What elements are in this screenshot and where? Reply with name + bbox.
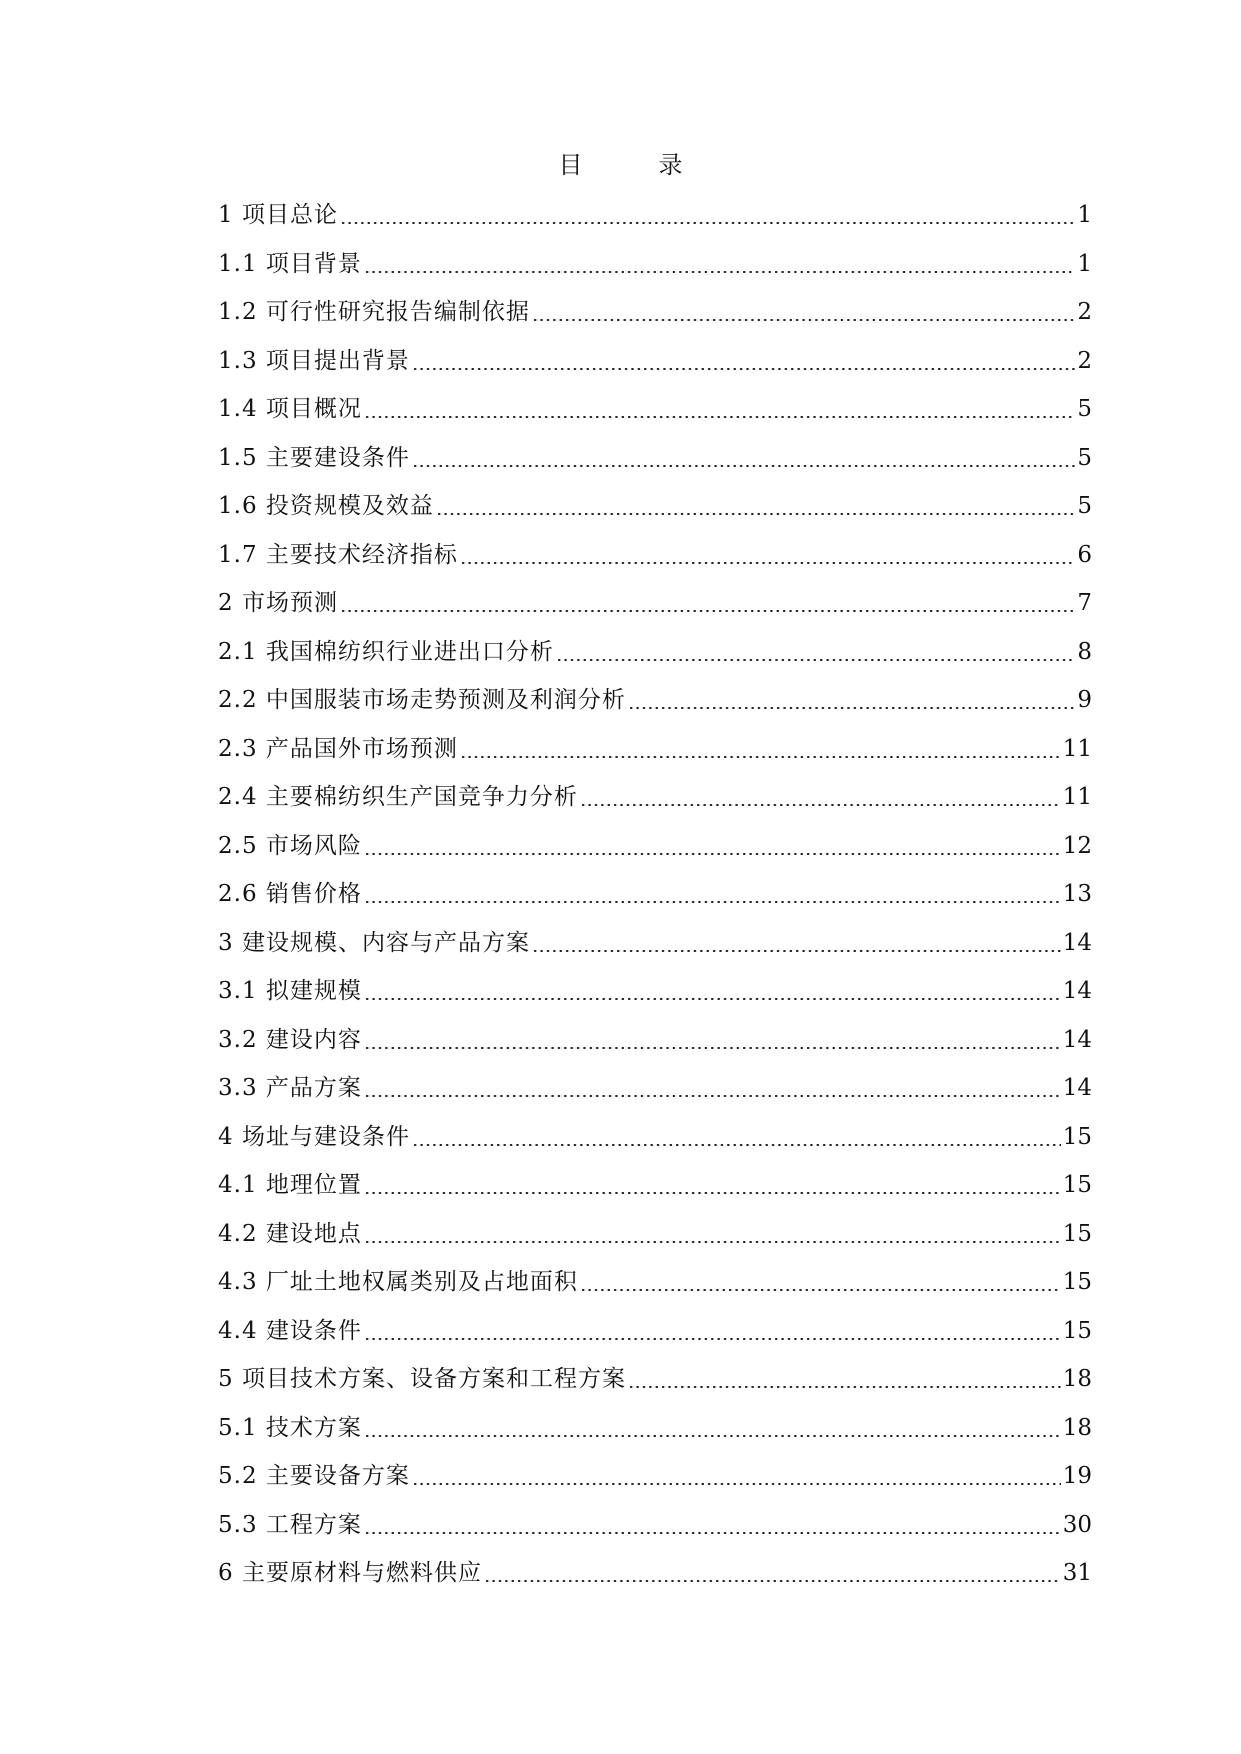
toc-dot-leader [364, 1241, 1061, 1243]
toc-page-number: 5 [1077, 444, 1092, 471]
toc-dot-leader [364, 1047, 1061, 1049]
toc-page-number: 2 [1077, 299, 1092, 325]
toc-entry-label: 1.3 项目提出背景 [218, 347, 410, 374]
toc-dot-leader [364, 416, 1075, 418]
toc-page-number: 15 [1062, 1269, 1092, 1295]
toc-entry[interactable] [218, 632, 1092, 681]
toc-dot-leader [556, 659, 1075, 661]
toc-page-number: 14 [1062, 1075, 1092, 1101]
toc-dot-leader [412, 465, 1075, 467]
toc-page-number: 2 [1077, 347, 1092, 374]
toc-entry-label: 1.7 主要技术经济指标 [218, 541, 458, 568]
toc-dot-leader [340, 610, 1075, 612]
toc-dot-leader [460, 562, 1075, 564]
toc-entry-label: 3.3 产品方案 [218, 1075, 362, 1101]
toc-page-number: 15 [1062, 1123, 1092, 1150]
toc-page-number: 1 [1077, 202, 1092, 228]
toc-entry[interactable] [218, 971, 1092, 1020]
toc-entry-label: 1.1 项目背景 [218, 250, 362, 277]
toc-entry[interactable] [218, 1068, 1092, 1117]
toc-page-number: 1 [1077, 250, 1092, 277]
toc-entry-label: 1.2 可行性研究报告编制依据 [218, 299, 530, 325]
toc-entry-label: 2.6 销售价格 [218, 881, 362, 907]
toc-entry[interactable] [218, 777, 1092, 826]
toc-entry[interactable] [218, 1311, 1092, 1360]
toc-page-number: 18 [1062, 1414, 1092, 1441]
toc-entry[interactable] [218, 874, 1092, 923]
toc-entry[interactable] [218, 341, 1092, 390]
toc-dot-leader [364, 853, 1061, 855]
toc-dot-leader [364, 1192, 1061, 1194]
toc-dot-leader [364, 1338, 1061, 1340]
toc-entry[interactable] [218, 244, 1092, 293]
toc-dot-leader [628, 707, 1075, 709]
toc-entry-label: 2.3 产品国外市场预测 [218, 735, 458, 762]
toc-page-number: 15 [1062, 1172, 1092, 1198]
toc-entry-label: 2.2 中国服装市场走势预测及利润分析 [218, 687, 626, 713]
table-of-contents [218, 195, 1092, 1602]
toc-dot-leader [364, 1095, 1061, 1097]
toc-page-number: 18 [1062, 1366, 1092, 1392]
toc-dot-leader [532, 319, 1075, 321]
toc-page-number: 12 [1062, 832, 1092, 859]
toc-entry[interactable] [218, 826, 1092, 875]
toc-entry-label: 5.3 工程方案 [218, 1511, 362, 1538]
toc-dot-leader [364, 1532, 1061, 1534]
toc-entry-label: 1.4 项目概况 [218, 396, 362, 422]
toc-page-number: 14 [1062, 1026, 1092, 1053]
toc-entry-label: 4 场址与建设条件 [218, 1123, 410, 1150]
toc-dot-leader [412, 1483, 1061, 1485]
toc-entry[interactable] [218, 438, 1092, 487]
toc-page-number: 7 [1077, 590, 1092, 616]
toc-page-number: 5 [1077, 396, 1092, 422]
toc-page-number: 11 [1062, 784, 1092, 810]
toc-title: 目 录 [558, 151, 709, 179]
toc-entry-label: 1.6 投资规模及效益 [218, 493, 434, 519]
toc-entry[interactable] [218, 292, 1092, 341]
toc-page-number: 30 [1062, 1511, 1092, 1538]
toc-entry[interactable] [218, 1359, 1092, 1408]
toc-entry[interactable] [218, 389, 1092, 438]
toc-entry[interactable] [218, 1553, 1092, 1602]
toc-dot-leader [580, 804, 1061, 806]
toc-entry-label: 1 项目总论 [218, 202, 338, 228]
toc-entry[interactable] [218, 1214, 1092, 1263]
toc-dot-leader [532, 950, 1061, 952]
toc-entry[interactable] [218, 923, 1092, 972]
toc-page-number: 15 [1062, 1220, 1092, 1247]
toc-dot-leader [340, 222, 1075, 224]
toc-entry[interactable] [218, 486, 1092, 535]
toc-dot-leader [412, 1144, 1061, 1146]
toc-entry-label: 3.1 拟建规模 [218, 978, 362, 1004]
toc-dot-leader [364, 271, 1075, 273]
toc-entry-label: 4.2 建设地点 [218, 1220, 362, 1247]
toc-entry[interactable] [218, 729, 1092, 778]
toc-entry-label: 4.4 建设条件 [218, 1317, 362, 1344]
toc-entry-label: 2.5 市场风险 [218, 832, 362, 859]
toc-page-number: 14 [1062, 929, 1092, 956]
toc-page-number: 13 [1062, 881, 1092, 907]
toc-entry-label: 1.5 主要建设条件 [218, 444, 410, 471]
toc-entry-label: 2.4 主要棉纺织生产国竞争力分析 [218, 784, 578, 810]
toc-entry-label: 4.3 厂址土地权属类别及占地面积 [218, 1269, 578, 1295]
toc-entry-label: 5 项目技术方案、设备方案和工程方案 [218, 1366, 626, 1392]
toc-entry[interactable] [218, 1456, 1092, 1505]
toc-page-number: 31 [1062, 1560, 1092, 1586]
toc-entry[interactable] [218, 1408, 1092, 1457]
toc-entry-label: 5.1 技术方案 [218, 1414, 362, 1441]
toc-dot-leader [412, 368, 1075, 370]
toc-page-number: 14 [1062, 978, 1092, 1004]
toc-page-number: 11 [1062, 735, 1092, 762]
toc-page-number: 9 [1077, 687, 1092, 713]
toc-entry[interactable] [218, 1505, 1092, 1554]
toc-entry[interactable] [218, 1262, 1092, 1311]
toc-entry[interactable] [218, 1165, 1092, 1214]
toc-page-number: 15 [1062, 1317, 1092, 1344]
toc-dot-leader [484, 1580, 1061, 1582]
toc-entry-label: 3.2 建设内容 [218, 1026, 362, 1053]
toc-dot-leader [364, 998, 1061, 1000]
toc-entry-label: 4.1 地理位置 [218, 1172, 362, 1198]
toc-entry-label: 2.1 我国棉纺织行业进出口分析 [218, 638, 554, 665]
toc-page-number: 8 [1077, 638, 1092, 665]
toc-entry[interactable] [218, 1117, 1092, 1166]
toc-dot-leader [436, 513, 1075, 515]
toc-entry[interactable] [218, 1020, 1092, 1069]
toc-dot-leader [580, 1289, 1061, 1291]
toc-entry[interactable] [218, 583, 1092, 632]
toc-entry[interactable] [218, 535, 1092, 584]
toc-entry-label: 3 建设规模、内容与产品方案 [218, 929, 530, 956]
toc-dot-leader [364, 901, 1061, 903]
toc-entry-label: 2 市场预测 [218, 590, 338, 616]
toc-page-number: 6 [1077, 541, 1092, 568]
toc-entry-label: 6 主要原材料与燃料供应 [218, 1560, 482, 1586]
toc-entry-label: 5.2 主要设备方案 [218, 1463, 410, 1489]
toc-dot-leader [364, 1435, 1061, 1437]
toc-entry[interactable] [218, 195, 1092, 244]
toc-page-number: 5 [1077, 493, 1092, 519]
toc-entry[interactable] [218, 680, 1092, 729]
toc-dot-leader [628, 1386, 1061, 1388]
toc-page-number: 19 [1062, 1463, 1092, 1489]
toc-dot-leader [460, 756, 1061, 758]
